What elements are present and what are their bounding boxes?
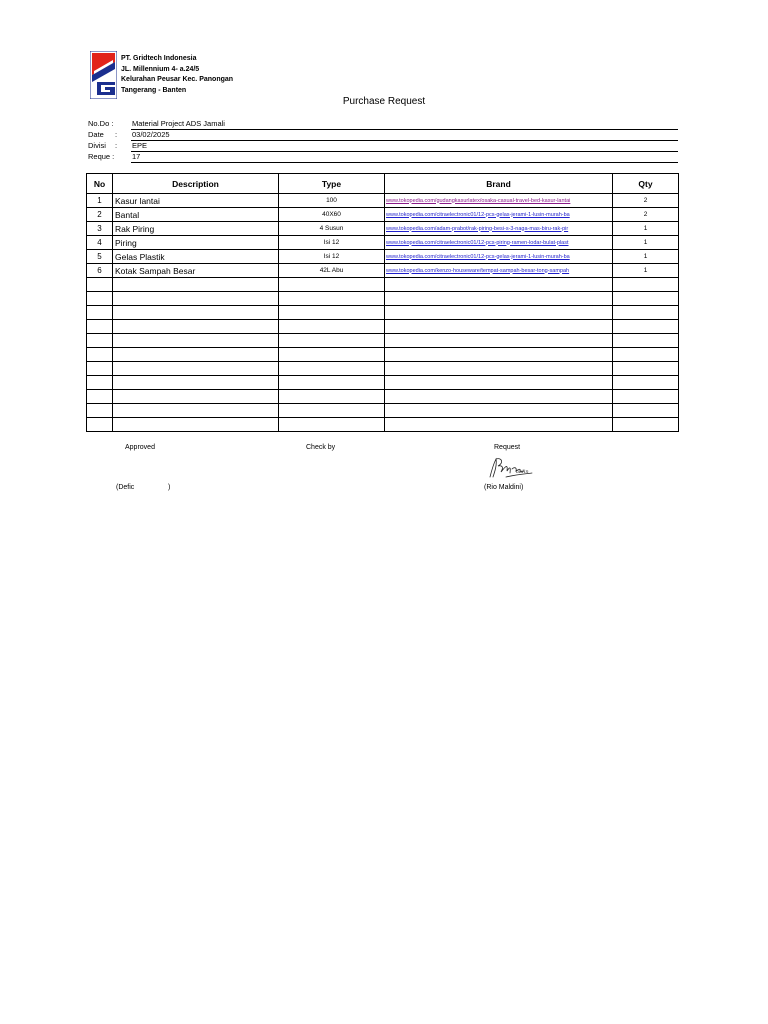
- empty-table-row: [87, 376, 679, 390]
- empty-cell: [385, 362, 613, 376]
- request-label: Request: [494, 444, 521, 451]
- empty-cell: [279, 390, 385, 404]
- reque-value: 17: [132, 152, 141, 161]
- cell-qty: 2: [613, 208, 679, 222]
- empty-cell: [87, 306, 113, 320]
- empty-cell: [87, 320, 113, 334]
- empty-cell: [279, 348, 385, 362]
- empty-table-row: [87, 348, 679, 362]
- company-address-line3: Tangerang - Banten: [121, 86, 187, 94]
- header-qty: Qty: [613, 174, 679, 194]
- empty-cell: [279, 376, 385, 390]
- empty-cell: [613, 306, 679, 320]
- empty-cell: [385, 376, 613, 390]
- date-colon: :: [115, 130, 118, 139]
- empty-cell: [87, 292, 113, 306]
- header-description: Description: [113, 174, 279, 194]
- empty-cell: [613, 390, 679, 404]
- cell-description: Kasur lantai: [113, 194, 279, 208]
- empty-cell: [87, 334, 113, 348]
- empty-cell: [87, 376, 113, 390]
- empty-cell: [279, 306, 385, 320]
- empty-cell: [385, 292, 613, 306]
- table-row: [87, 194, 679, 208]
- brand-link[interactable]: www.tokopedia.com/citraelectronic01/12-pcs-gelas-jerami-1-lusin-murah-ba: [385, 250, 613, 264]
- date-label: Date: [88, 130, 104, 139]
- cell-qty: 1: [613, 222, 679, 236]
- cell-no: 4: [87, 236, 113, 250]
- empty-cell: [279, 362, 385, 376]
- empty-cell: [113, 334, 279, 348]
- empty-cell: [87, 278, 113, 292]
- empty-cell: [279, 418, 385, 432]
- table-row: [87, 264, 679, 278]
- cell-no: 2: [87, 208, 113, 222]
- empty-cell: [385, 418, 613, 432]
- empty-cell: [613, 404, 679, 418]
- empty-cell: [87, 362, 113, 376]
- cell-qty: 1: [613, 236, 679, 250]
- date-value: 03/02/2025: [132, 130, 170, 139]
- request-name: (Rio Maldini): [484, 484, 524, 491]
- cell-no: 5: [87, 250, 113, 264]
- items-table: [86, 173, 679, 432]
- empty-cell: [87, 404, 113, 418]
- cell-no: 6: [87, 264, 113, 278]
- brand-link[interactable]: www.tokopedia.com/citraelectronic01/12-pcs-gelas-jerami-1-lusin-murah-ba: [385, 208, 613, 222]
- cell-qty: 1: [613, 250, 679, 264]
- info-row-reque: [88, 152, 678, 163]
- reque-label: Reque :: [88, 152, 115, 161]
- cell-description: Kotak Sampah Besar: [113, 264, 279, 278]
- empty-cell: [279, 404, 385, 418]
- cell-description: Rak Piring: [113, 222, 279, 236]
- cell-no: 1: [87, 194, 113, 208]
- empty-table-row: [87, 320, 679, 334]
- cell-description: Piring: [113, 236, 279, 250]
- cell-no: 3: [87, 222, 113, 236]
- cell-type: Isi 12: [279, 250, 385, 264]
- gridtech-logo-icon: [90, 51, 117, 99]
- empty-cell: [113, 306, 279, 320]
- header-type: Type: [279, 174, 385, 194]
- no-do-value: Material Project ADS Jamali: [132, 119, 225, 128]
- header-no: No: [87, 174, 113, 194]
- empty-cell: [385, 334, 613, 348]
- empty-table-row: [87, 334, 679, 348]
- divisi-colon: :: [115, 141, 118, 150]
- table-row: [87, 250, 679, 264]
- cell-qty: 1: [613, 264, 679, 278]
- brand-link[interactable]: www.tokopedia.com/kenzo-houseware/tempat-sampah-besar-tong-sampah: [385, 264, 613, 278]
- cell-type: 40X60: [279, 208, 385, 222]
- empty-cell: [613, 278, 679, 292]
- table-row: [87, 208, 679, 222]
- empty-cell: [385, 404, 613, 418]
- approved-name-open: (Defic: [116, 484, 135, 491]
- empty-cell: [113, 348, 279, 362]
- empty-table-row: [87, 404, 679, 418]
- empty-cell: [113, 418, 279, 432]
- company-name: PT. Gridtech Indonesia: [121, 55, 197, 62]
- document-title: Purchase Request: [342, 96, 426, 107]
- empty-cell: [613, 320, 679, 334]
- empty-cell: [613, 334, 679, 348]
- info-row-date: [88, 130, 678, 141]
- empty-cell: [87, 418, 113, 432]
- empty-cell: [113, 376, 279, 390]
- empty-cell: [385, 348, 613, 362]
- check-by-label: Check by: [306, 444, 336, 451]
- divisi-label: Divisi: [88, 141, 106, 150]
- empty-cell: [279, 292, 385, 306]
- header-brand: Brand: [385, 174, 613, 194]
- empty-cell: [87, 348, 113, 362]
- empty-table-row: [87, 362, 679, 376]
- empty-table-row: [87, 390, 679, 404]
- cell-type: 100: [279, 194, 385, 208]
- empty-cell: [113, 390, 279, 404]
- empty-cell: [385, 320, 613, 334]
- company-address-line1: JL. Millennium 4- a.24/5: [121, 65, 200, 73]
- company-info: [121, 54, 233, 96]
- info-row-divisi: [88, 141, 678, 152]
- brand-link[interactable]: www.tokopedia.com/gudangkasurlatex/osaka-casual-travel-bed-kasur-lantai: [385, 194, 613, 208]
- empty-table-row: [87, 306, 679, 320]
- cell-type: 4 Susun: [279, 222, 385, 236]
- table-row: [87, 236, 679, 250]
- empty-cell: [613, 418, 679, 432]
- approved-name-close: ): [168, 484, 171, 491]
- empty-cell: [113, 320, 279, 334]
- empty-table-row: [87, 292, 679, 306]
- empty-cell: [279, 278, 385, 292]
- empty-table-row: [87, 418, 679, 432]
- svg-text:aldin: aldin: [516, 469, 529, 475]
- empty-cell: [113, 292, 279, 306]
- cell-qty: 2: [613, 194, 679, 208]
- empty-cell: [613, 348, 679, 362]
- empty-cell: [279, 334, 385, 348]
- cell-description: Bantal: [113, 208, 279, 222]
- signature-image: [486, 455, 534, 481]
- cell-type: Isi 12: [279, 236, 385, 250]
- no-do-label: No.Do :: [88, 119, 114, 128]
- empty-cell: [113, 404, 279, 418]
- empty-table-row: [87, 278, 679, 292]
- empty-cell: [613, 376, 679, 390]
- brand-link[interactable]: www.tokopedia.com/citraelectronic01/12-pcs-piring-ramen-lodar-bulat-plast: [385, 236, 613, 250]
- approved-label: Approved: [125, 444, 155, 451]
- empty-cell: [113, 362, 279, 376]
- cell-description: Gelas Plastik: [113, 250, 279, 264]
- empty-cell: [113, 278, 279, 292]
- divisi-value: EPE: [132, 141, 148, 150]
- cell-type: 42L Abu: [279, 264, 385, 278]
- empty-cell: [385, 278, 613, 292]
- table-header-row: [87, 174, 679, 194]
- company-address-line2: Kelurahan Peusar Kec. Panongan: [121, 76, 234, 83]
- empty-cell: [385, 306, 613, 320]
- info-row-no-do: [88, 119, 678, 130]
- brand-link[interactable]: www.tokopedia.com/adam-prabot/rak-piring-besi-s-3-naga-mas-biru-rak-pir: [385, 222, 613, 236]
- table-row: [87, 222, 679, 236]
- empty-cell: [613, 292, 679, 306]
- empty-cell: [87, 390, 113, 404]
- empty-cell: [385, 390, 613, 404]
- empty-cell: [279, 320, 385, 334]
- empty-cell: [613, 362, 679, 376]
